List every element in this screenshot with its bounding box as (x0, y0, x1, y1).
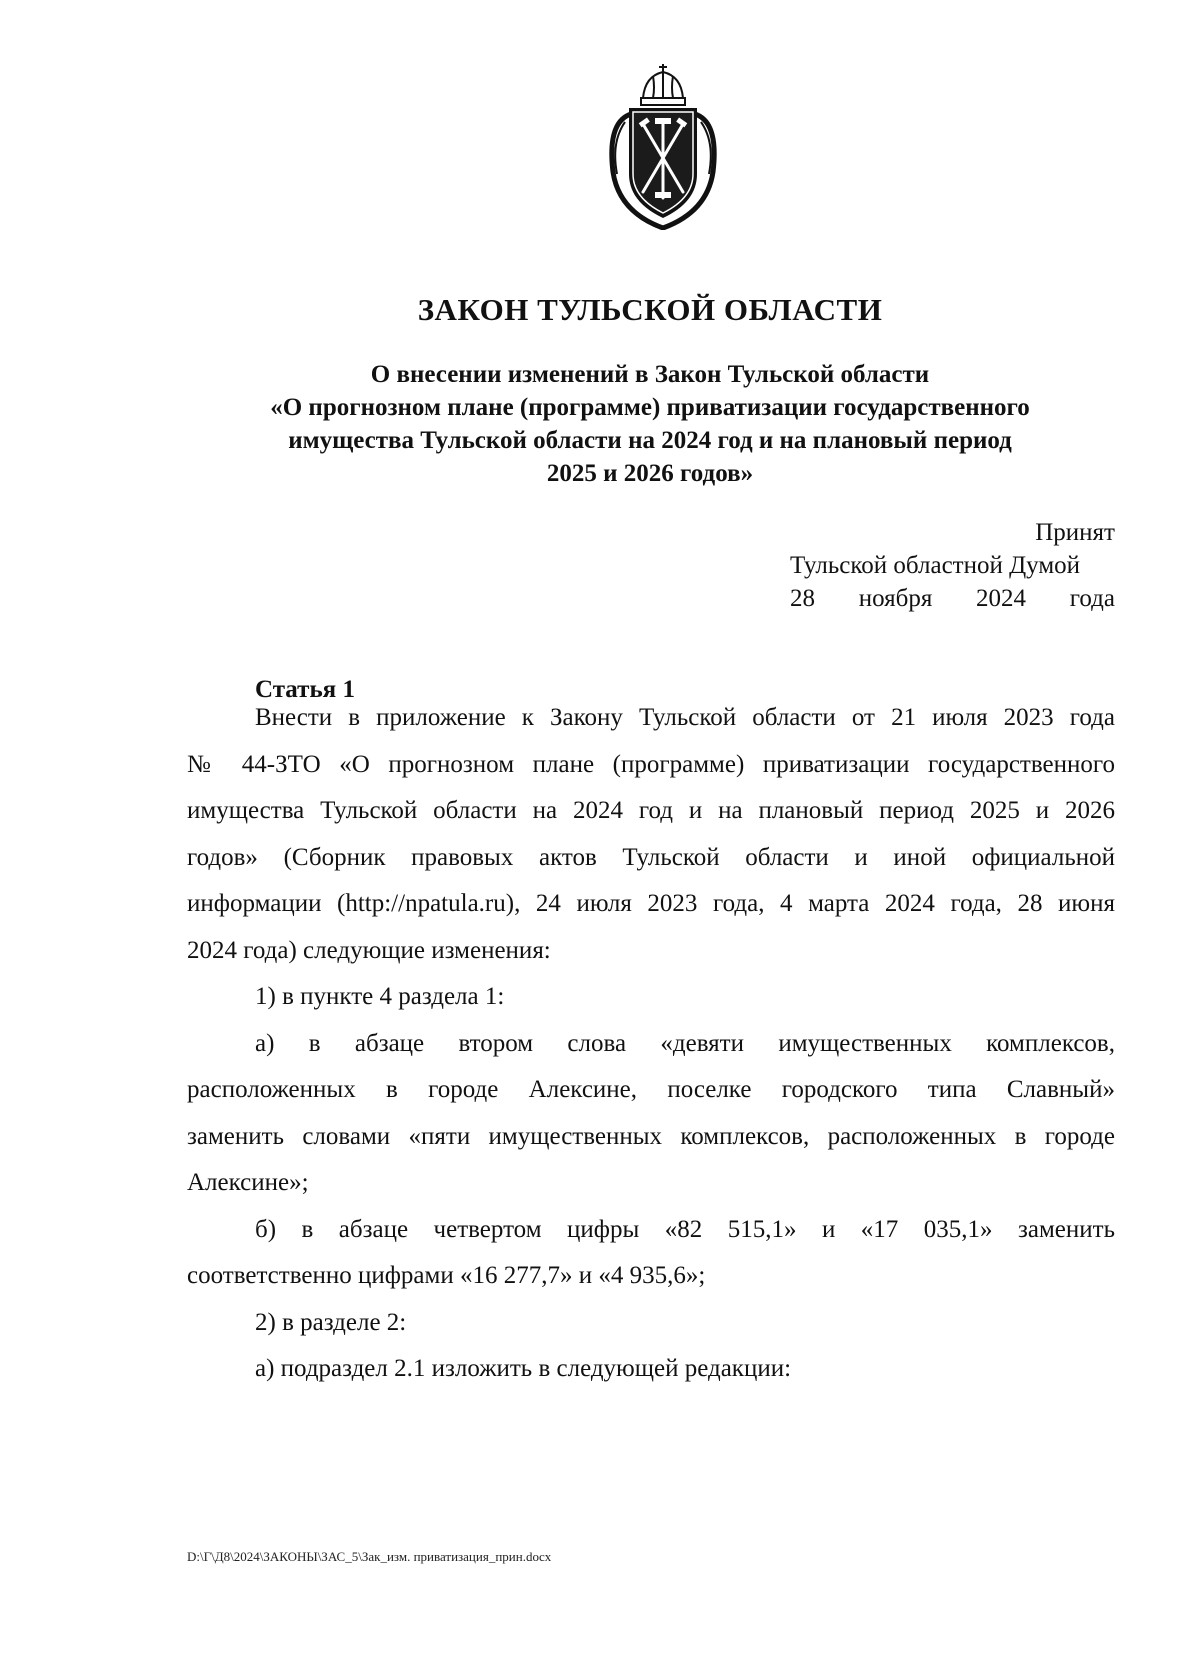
subtitle-line: 2025 и 2026 годов» (546, 460, 754, 487)
adoption-block (790, 516, 1115, 615)
paragraph-line: информации (http://npatula.ru), 24 июля 2023 года, 4 марта 2024 года, 28 июня (187, 890, 1115, 917)
item-1a-line: заменить словами «пяти имущественных комплексов, расположенных в городе (187, 1122, 1115, 1150)
subtitle-line: имущества Тульской области на 2024 год и на плановый период (288, 427, 1012, 454)
adoption-date (790, 582, 1115, 615)
paragraph-line: № 44-ЗТО «О прогнозном плане (программе) приватизации государственного (187, 750, 1115, 778)
item-1a-line: расположенных в городе Алексине, поселке городского типа Славный» (187, 1076, 1115, 1103)
adoption-month: ноября (858, 585, 933, 612)
item-1a-line: а) в абзаце втором слова «девяти имущественных комплексов, (255, 1029, 1115, 1057)
adoption-day: 28 (790, 585, 815, 612)
paragraph-line: имущества Тульской области на 2024 год и на плановый период 2025 и 2026 (187, 797, 1115, 824)
subtitle-line: «О прогнозном плане (программе) приватизации государственного (270, 394, 1030, 421)
paragraph-line: 2024 года) следующие изменения: (187, 936, 551, 964)
article-paragraph (187, 695, 1115, 1393)
paragraph-line: Внести в приложение к Закону Тульской области от 21 июля 2023 года (255, 704, 1115, 731)
paragraph-line: годов» (Сборник правовых актов Тульской области и иной официальной (187, 843, 1115, 871)
item-1b-line: б) в абзаце четвертом цифры «82 515,1» и «17 035,1» заменить (255, 1215, 1115, 1243)
law-title: ЗАКОН ТУЛЬСКОЙ ОБЛАСТИ (417, 292, 883, 327)
item-1: 1) в пункте 4 раздела 1: (255, 983, 505, 1010)
item-1b-line: соответственно цифрами «16 277,7» и «4 935,6»; (187, 1262, 706, 1289)
document-file-path: D:\Г\Д8\2024\ЗАКОНЫ\ЗАС_5\Зак_изм. приватизация_прин.docx (187, 1549, 552, 1564)
law-subtitle (180, 358, 1120, 490)
article-heading: Статья 1 (255, 676, 355, 703)
adoption-year: 2024 (976, 585, 1027, 612)
item-2: 2) в разделе 2: (255, 1308, 407, 1336)
adoption-year-word: года (1069, 585, 1115, 612)
item-2a: а) подраздел 2.1 изложить в следующей редакции: (255, 1355, 792, 1382)
adopted-label: Принят (1035, 519, 1115, 546)
adopted-body: Тульской областной Думой (790, 552, 1081, 579)
tula-coat-of-arms-icon (597, 62, 729, 230)
item-1a-line: Алексине»; (187, 1169, 309, 1196)
subtitle-line: О внесении изменений в Закон Тульской области (370, 361, 930, 388)
